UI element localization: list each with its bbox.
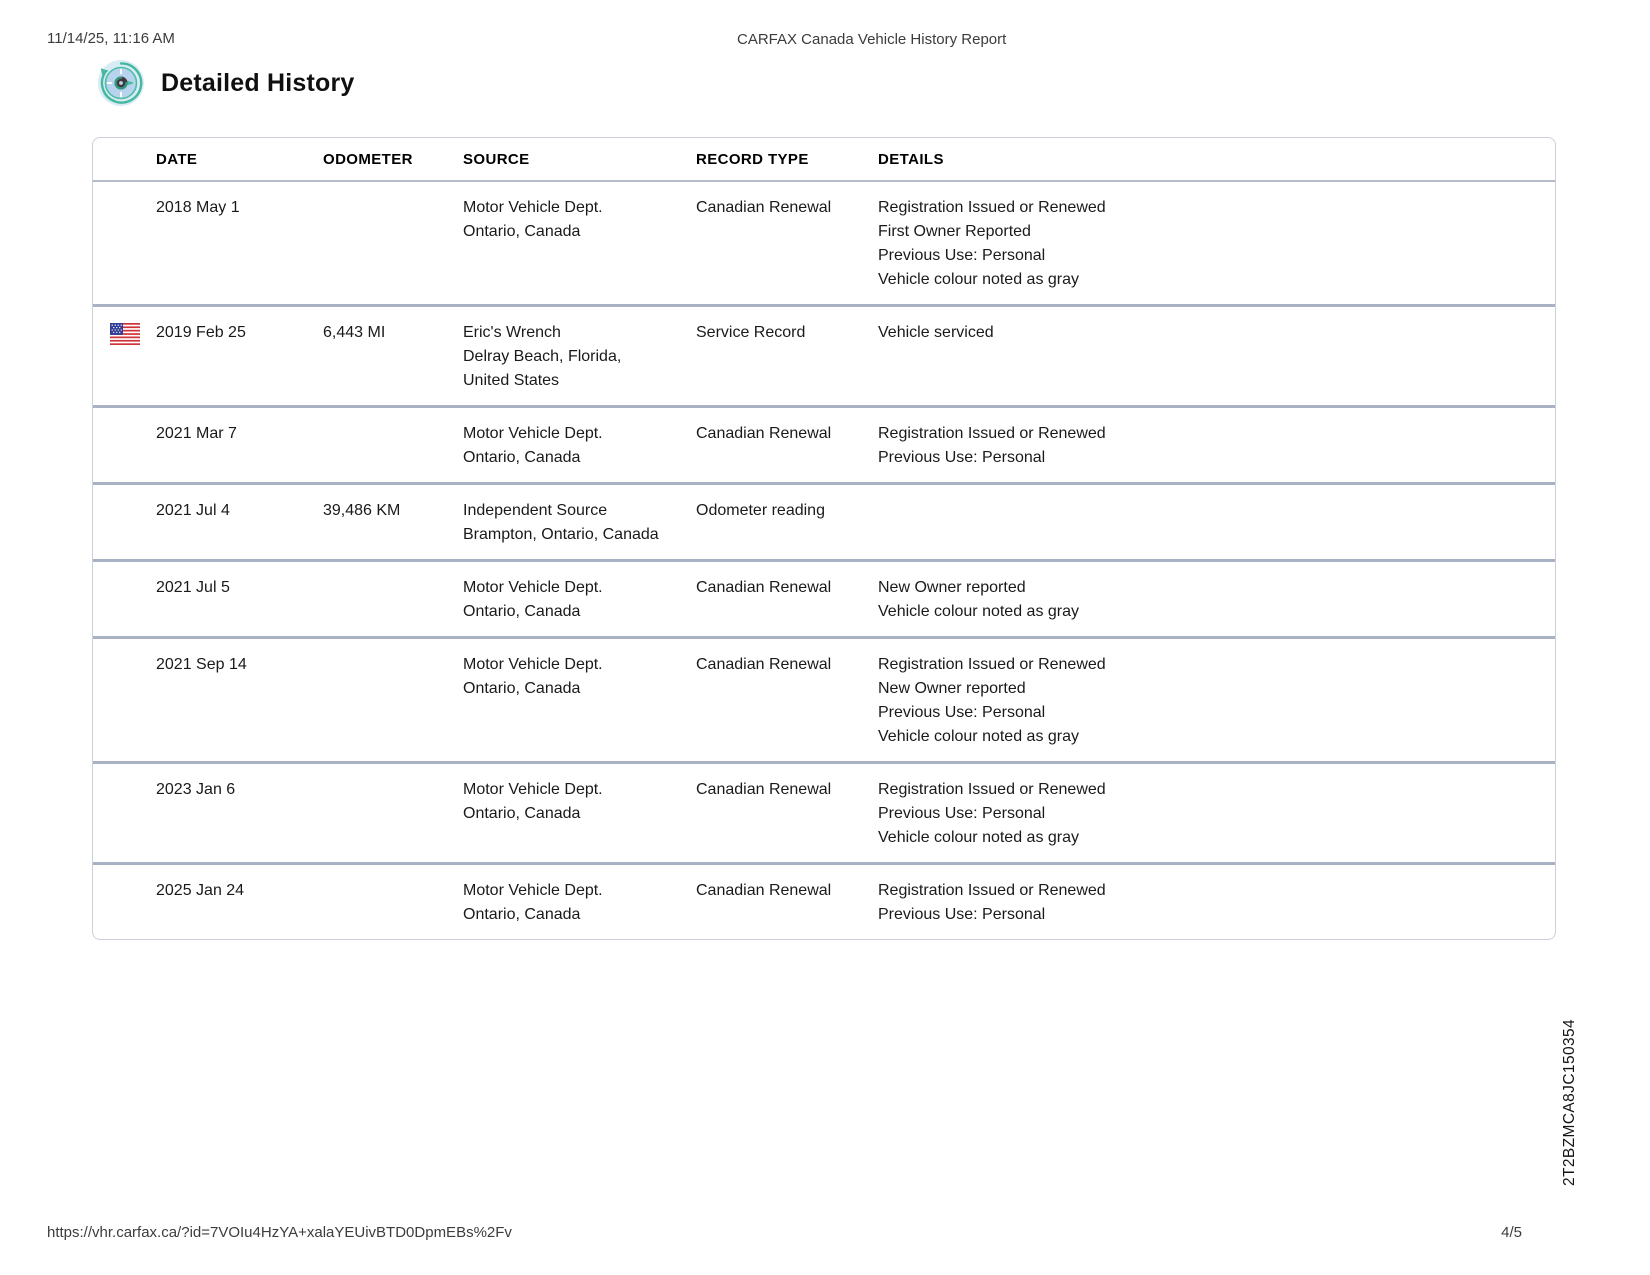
row-date: 2021 Jul 4 bbox=[156, 502, 230, 519]
cell-line: Eric's Wrench bbox=[463, 324, 561, 341]
cell-line: Vehicle colour noted as gray bbox=[878, 829, 1080, 846]
cell-line: First Owner Reported bbox=[878, 223, 1031, 240]
row-record-type: Canadian Renewal bbox=[696, 781, 832, 798]
row-record-type: Canadian Renewal bbox=[696, 656, 832, 673]
section-title: Detailed History bbox=[161, 68, 355, 97]
row-details bbox=[878, 653, 1555, 749]
table-row bbox=[93, 182, 1555, 304]
cell-line: Ontario, Canada bbox=[463, 603, 581, 620]
table-row bbox=[93, 636, 1555, 761]
cell-line: Registration Issued or Renewed bbox=[878, 425, 1106, 442]
cell-line: Motor Vehicle Dept. bbox=[463, 579, 603, 596]
row-details bbox=[878, 196, 1555, 292]
cell-line: Registration Issued or Renewed bbox=[878, 882, 1106, 899]
table-row bbox=[93, 405, 1555, 482]
cell-line: Motor Vehicle Dept. bbox=[463, 882, 603, 899]
cell-line: Motor Vehicle Dept. bbox=[463, 199, 603, 216]
cell-line: Vehicle colour noted as gray bbox=[878, 728, 1080, 745]
cell-line: Previous Use: Personal bbox=[878, 449, 1046, 466]
row-details bbox=[878, 879, 1555, 927]
print-datetime: 11/14/25, 11:16 AM bbox=[47, 30, 175, 47]
print-footer-url: https://vhr.carfax.ca/?id=7VOIu4HzYA+xalaYEUivBTD0DpmEBs%2Fv bbox=[47, 1224, 512, 1241]
cell-line: Ontario, Canada bbox=[463, 223, 581, 240]
table-header-row bbox=[93, 138, 1555, 182]
cell-line: New Owner reported bbox=[878, 680, 1026, 697]
row-record-type: Service Record bbox=[696, 324, 806, 341]
table-row bbox=[93, 304, 1555, 405]
row-source bbox=[463, 778, 696, 826]
row-source bbox=[463, 576, 696, 624]
row-details bbox=[878, 576, 1555, 624]
row-date: 2021 Mar 7 bbox=[156, 425, 237, 442]
row-record-type: Canadian Renewal bbox=[696, 579, 832, 596]
row-date: 2018 May 1 bbox=[156, 199, 240, 216]
row-date: 2025 Jan 24 bbox=[156, 882, 245, 899]
table-row bbox=[93, 761, 1555, 862]
row-source bbox=[463, 653, 696, 701]
print-page-number: 4/5 bbox=[1501, 1224, 1522, 1241]
cell-line: Previous Use: Personal bbox=[878, 247, 1046, 264]
column-header-record-type: RECORD TYPE bbox=[696, 151, 809, 168]
table-row bbox=[93, 559, 1555, 636]
row-date: 2023 Jan 6 bbox=[156, 781, 236, 798]
row-source bbox=[463, 422, 696, 470]
cell-line: Registration Issued or Renewed bbox=[878, 199, 1106, 216]
cell-line: Previous Use: Personal bbox=[878, 805, 1046, 822]
table-body bbox=[93, 182, 1555, 939]
us-flag-icon bbox=[110, 323, 140, 345]
row-source bbox=[463, 879, 696, 927]
vin-sidebar-text: 2T2BZMCA8JC150354 bbox=[1561, 1018, 1578, 1186]
row-record-type: Canadian Renewal bbox=[696, 425, 832, 442]
column-header-date: DATE bbox=[156, 151, 198, 168]
cell-line: Motor Vehicle Dept. bbox=[463, 781, 603, 798]
cell-line: Previous Use: Personal bbox=[878, 906, 1046, 923]
cell-line: Vehicle colour noted as gray bbox=[878, 603, 1080, 620]
row-odometer: 39,486 KM bbox=[323, 502, 401, 519]
row-record-type: Odometer reading bbox=[696, 502, 825, 519]
table-row bbox=[93, 482, 1555, 559]
row-odometer: 6,443 MI bbox=[323, 324, 386, 341]
cell-line: Registration Issued or Renewed bbox=[878, 781, 1106, 798]
cell-line: Ontario, Canada bbox=[463, 805, 581, 822]
column-header-source: SOURCE bbox=[463, 151, 530, 168]
cell-line: Registration Issued or Renewed bbox=[878, 656, 1106, 673]
cell-line: Brampton, Ontario, Canada bbox=[463, 526, 659, 543]
row-source bbox=[463, 321, 696, 393]
table-row bbox=[93, 862, 1555, 939]
cell-line: Vehicle serviced bbox=[878, 324, 994, 341]
row-source bbox=[463, 499, 696, 547]
row-date: 2021 Sep 14 bbox=[156, 656, 247, 673]
row-record-type: Canadian Renewal bbox=[696, 199, 832, 216]
cell-line: Ontario, Canada bbox=[463, 680, 581, 697]
history-clock-icon bbox=[97, 59, 145, 107]
cell-line: Ontario, Canada bbox=[463, 906, 581, 923]
row-date: 2021 Jul 5 bbox=[156, 579, 230, 596]
print-document-title: CARFAX Canada Vehicle History Report bbox=[737, 31, 1007, 48]
section-header bbox=[97, 59, 355, 107]
row-details bbox=[878, 422, 1555, 470]
cell-line: Motor Vehicle Dept. bbox=[463, 425, 603, 442]
cell-line: United States bbox=[463, 372, 560, 389]
column-header-odometer: ODOMETER bbox=[323, 151, 413, 168]
row-flag-cell bbox=[93, 321, 156, 345]
cell-line: Motor Vehicle Dept. bbox=[463, 656, 603, 673]
row-details bbox=[878, 778, 1555, 850]
cell-line: New Owner reported bbox=[878, 579, 1026, 596]
row-source bbox=[463, 196, 696, 244]
row-date: 2019 Feb 25 bbox=[156, 324, 246, 341]
cell-line: Independent Source bbox=[463, 502, 608, 519]
detailed-history-table bbox=[92, 137, 1556, 940]
cell-line: Vehicle colour noted as gray bbox=[878, 271, 1080, 288]
row-details bbox=[878, 321, 1555, 345]
cell-line: Delray Beach, Florida, bbox=[463, 348, 622, 365]
row-record-type: Canadian Renewal bbox=[696, 882, 832, 899]
cell-line: Ontario, Canada bbox=[463, 449, 581, 466]
cell-line: Previous Use: Personal bbox=[878, 704, 1046, 721]
column-header-details: DETAILS bbox=[878, 151, 944, 168]
